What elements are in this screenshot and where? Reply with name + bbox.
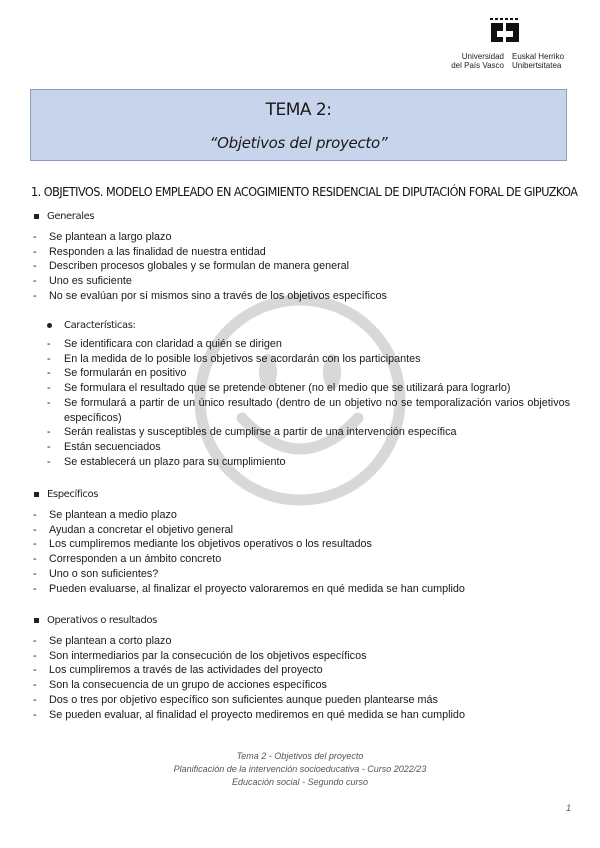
- square-bullet-icon: [34, 618, 39, 623]
- square-bullet-icon: [34, 214, 39, 219]
- subsection-label: Específicos: [47, 489, 99, 500]
- footer-course: Planificación de la intervención socioeducativa - Curso 2022/23: [173, 764, 427, 774]
- list-item: - Uno o son suficientes?: [49, 567, 569, 582]
- list-item: - Se plantean a largo plazo: [49, 230, 569, 245]
- list-item: - Son la consecuencia de un grupo de acciones específicos: [49, 678, 569, 693]
- page-number: 1: [566, 803, 572, 813]
- list-item: - Pueden evaluarse, al finalizar el proyecto valoraremos en qué medida se han cumplido: [49, 582, 569, 597]
- list-item: - Corresponden a un ámbito concreto: [49, 552, 569, 567]
- list-item: - Describen procesos globales y se formulan de manera general: [49, 259, 569, 274]
- page-footer: [0, 750, 600, 789]
- list-item: - Uno es suficiente: [49, 274, 569, 289]
- list-item: - Están secuenciados: [64, 440, 570, 455]
- section-heading: 1. OBJETIVOS. MODELO EMPLEADO EN ACOGIMIENTO RESIDENCIAL DE DIPUTACIÓN FORAL DE GIPUZKOA: [31, 184, 578, 199]
- topic-title: TEMA 2:: [265, 100, 332, 120]
- list-item: - Se formulará a partir de un único resultado (dentro de un objetivo no se temporalización varios objetivos específicos): [64, 396, 570, 425]
- subsection-generales: [34, 211, 94, 222]
- list-item: - Se identificara con claridad a quién se dirigen: [64, 337, 570, 352]
- list-item: - Se pueden evaluar, al finalidad el proyecto mediremos en qué medida se han cumplido: [49, 708, 569, 723]
- subsection-operativos: [34, 615, 157, 626]
- list-item: - Dos o tres por objetivo específico son suficientes aunque pueden plantearse más: [49, 693, 569, 708]
- subsection-label: Operativos o resultados: [47, 615, 157, 626]
- university-emblem-icon: [488, 16, 522, 44]
- list-item: - Son intermediarios par la consecución de los objetivos específicos: [49, 649, 569, 664]
- list-item: - Se establecerá un plazo para su cumplimiento: [64, 455, 570, 470]
- logo-text-spanish: Universidad del País Vasco: [451, 52, 504, 70]
- logo-text-basque: Euskal Herriko Unibertsitatea: [512, 52, 565, 70]
- list-item: - Se plantean a corto plazo: [49, 634, 569, 649]
- list-item: - Se plantean a medio plazo: [49, 508, 569, 523]
- topic-subtitle: “Objetivos del proyecto”: [209, 134, 388, 152]
- list-item: - Los cumpliremos a través de las actividades del proyecto: [49, 663, 569, 678]
- list-item: - Se formulara el resultado que se pretende obtener (no el medio que se utilizará para lograrlo): [64, 381, 570, 396]
- list-item: - Serán realistas y susceptibles de cumplirse a partir de una intervención específica: [64, 425, 570, 440]
- square-bullet-icon: [34, 492, 39, 497]
- list-item: - En la medida de lo posible los objetivos se acordarán con los participantes: [64, 352, 570, 367]
- title-box: [30, 89, 567, 161]
- footer-degree: Educación social - Segundo curso: [231, 777, 369, 787]
- operativos-list: [49, 634, 569, 722]
- subsection-caracteristicas: [47, 320, 136, 331]
- subsection-especificos: [34, 489, 98, 500]
- list-item: - Los cumpliremos mediante los objetivos operativos o los resultados: [49, 537, 569, 552]
- list-item: - Se formularán en positivo: [64, 366, 570, 381]
- list-item: - No se evalúan por sí mismos sino a través de los objetivos específicos: [49, 289, 569, 304]
- generales-list: [49, 230, 569, 304]
- subsection-label: Características:: [64, 320, 136, 331]
- university-logo: [440, 16, 570, 72]
- caracteristicas-list: [64, 337, 570, 469]
- subsection-label: Generales: [47, 211, 95, 222]
- round-bullet-icon: [47, 323, 52, 328]
- list-item: - Ayudan a concretar el objetivo general: [49, 523, 569, 538]
- footer-topic: Tema 2 - Objetivos del proyecto: [236, 751, 364, 761]
- list-item: - Responden a las finalidad de nuestra entidad: [49, 245, 569, 260]
- especificos-list: [49, 508, 569, 596]
